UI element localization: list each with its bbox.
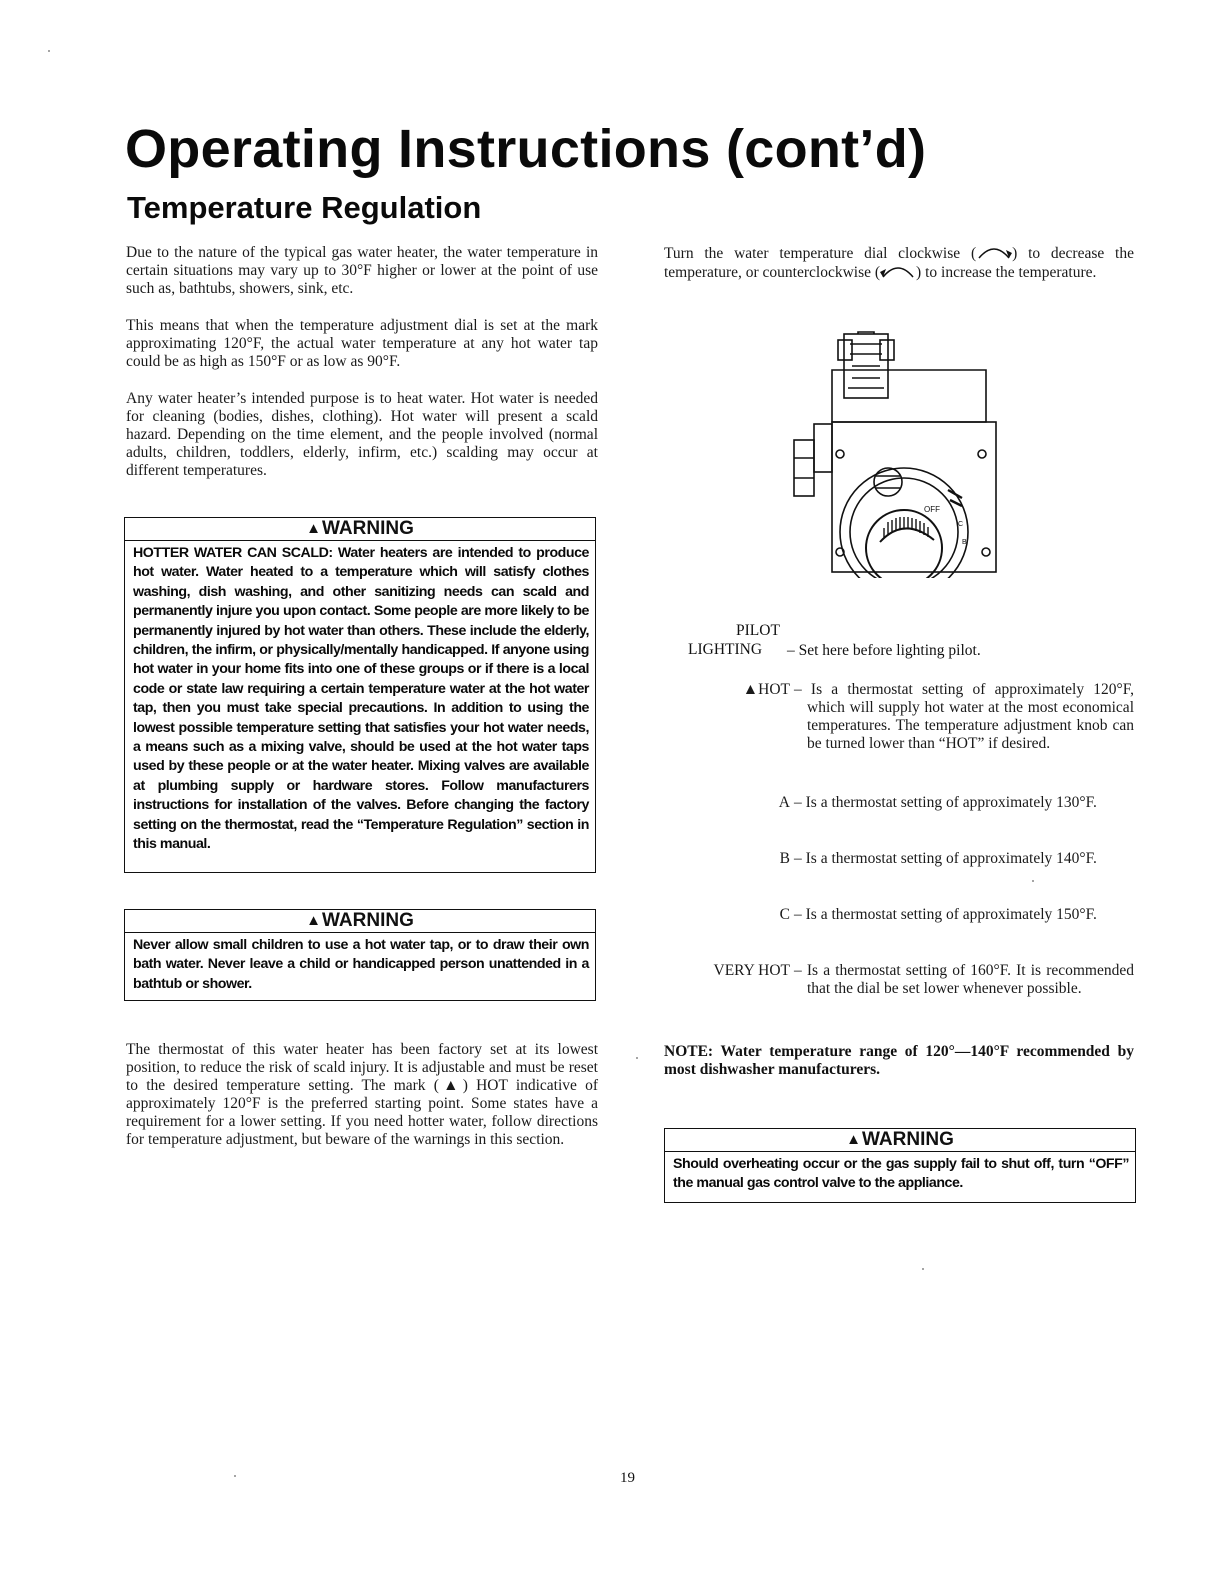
- warning-body: Never allow small children to use a hot water tap, or to draw their own bath water. Never leave a child or handicapped person unattended in a bathtub or shower.: [133, 937, 589, 992]
- setting-description: – Is a thermostat setting of approximately 120°F, which will supply hot water at the most economical temperatures. The temperature adjustment knob can be turned lower than “HOT” if desired.: [794, 681, 1134, 752]
- setting-description: – Is a thermostat setting of approximately 150°F.: [794, 906, 1097, 923]
- warning-box-hotter-water: [124, 517, 596, 873]
- scan-speck: [922, 1268, 924, 1270]
- warning-heading: [125, 910, 595, 933]
- warning-triangle-icon: ▲: [306, 520, 322, 537]
- factory-setting-paragraph: The thermostat of this water heater has been factory set at its lowest position, to reduce the risk of scald injury. It is adjustable and must be reset to the desired temperature setting. The mark (▲) HOT indicative of approximately 120°F is the preferred starting point. Some states have a requirement for a lower setting. If you need hotter water, follow directions for temperature adjustment, but beware of the warnings in this section.: [126, 1041, 598, 1148]
- page-number: 19: [620, 1470, 635, 1486]
- scald-hazard-paragraph: Any water heater’s intended purpose is to heat water. Hot water is needed for cleaning (bodies, dishes, clothing). Hot water will present a scald hazard. Depending on the time element, and the people involved (normal adults, children, toddlers, elderly, infirm, etc.) scalding may occur at different temperatures.: [126, 390, 598, 479]
- dial-intro-text-1: Turn the water temperature dial clockwise (: [664, 245, 977, 262]
- section-title: Temperature Regulation: [127, 190, 482, 225]
- page-title: Operating Instructions (cont’d): [125, 119, 927, 179]
- svg-text:C: C: [958, 521, 964, 528]
- warning-triangle-icon: ▲: [846, 1131, 862, 1148]
- scan-speck: [234, 1475, 236, 1477]
- pilot-label-line-1: PILOT: [736, 622, 780, 639]
- warning-triangle-icon: ▲: [306, 912, 322, 929]
- counterclockwise-arrow-icon: [880, 263, 916, 279]
- dial-mark-paragraph: This means that when the temperature adjustment dial is set at the mark approximating 120°F, the actual water temperature at any hot water tap could be as high as 150°F or as low as 90°F.: [126, 317, 598, 370]
- scan-speck: [636, 1057, 638, 1059]
- warning-body: HOTTER WATER CAN SCALD: Water heaters are intended to produce hot water. Water heated to a temperature which will satisfy clothes washing, dish washing, and other sanitizing needs can scald and permanently injure you upon contact. Some people are more likely to be permanently injured by hot water than others. These include the elderly, children, the infirm, or physically/mentally handicapped. If anyone using hot water in your home fits into one of these groups or if there is a local code or state law requiring a certain temperature water at the hot water tap, then you must take special precautions. In addition to using the lowest possible temperature setting that satisfies your hot water needs, a means such as a mixing valve, should be used at the hot water taps used by these people or at the water heater. Mixing valves are available at plumbing supply or hardware stores. Follow manufacturers instructions for installation of the valves. Before changing the factory setting on the thermostat, read the “Temperature Regulation” section in this manual.: [133, 545, 589, 853]
- gas-control-valve-diagram: [788, 330, 1000, 578]
- dial-intro-text-2: ) to decrease the temperature, or counterclockwise (: [664, 245, 1134, 281]
- svg-text:B: B: [962, 539, 967, 546]
- warning-heading-text: WARNING: [322, 910, 414, 931]
- clockwise-arrow-icon: [976, 244, 1012, 260]
- scan-speck: [48, 50, 50, 52]
- scan-speck: [1032, 880, 1034, 882]
- warning-heading-text: WARNING: [862, 1129, 954, 1150]
- setting-description: – Is a thermostat setting of 160°F. It is recommended that the dial be set lower whenever possible.: [794, 962, 1134, 997]
- warning-heading-text: WARNING: [322, 518, 414, 539]
- dishwasher-note: NOTE: Water temperature range of 120°—140°F recommended by most dishwasher manufacturers.: [664, 1043, 1134, 1078]
- setting-description: – Is a thermostat setting of approximately 130°F.: [794, 794, 1097, 811]
- warning-body: Should overheating occur or the gas supply fail to shut off, turn “OFF” the manual gas control valve to the appliance.: [673, 1156, 1129, 1192]
- dial-direction-paragraph: [664, 244, 1134, 282]
- warning-box-children: [124, 909, 596, 1001]
- intro-paragraph: Due to the nature of the typical gas water heater, the water temperature in certain situations may vary up to 30°F higher or lower at the point of use such as, bathtubs, showers, sink, etc.: [126, 244, 598, 297]
- setting-label: VERY HOT: [713, 962, 790, 979]
- setting-label: C: [779, 906, 790, 923]
- warning-heading: [125, 518, 595, 541]
- warning-box-overheating: [664, 1128, 1136, 1203]
- setting-description: – Is a thermostat setting of approximately 140°F.: [794, 850, 1097, 867]
- dial-intro-text-3: ) to increase the temperature.: [916, 264, 1097, 281]
- setting-label: ▲HOT: [742, 681, 790, 698]
- pilot-label-line-2: LIGHTING: [688, 641, 763, 658]
- setting-label: B: [779, 850, 790, 867]
- svg-text:OFF: OFF: [924, 505, 940, 514]
- warning-heading: [665, 1129, 1135, 1152]
- pilot-description: – Set here before lighting pilot.: [787, 642, 981, 659]
- setting-label: A: [778, 794, 790, 811]
